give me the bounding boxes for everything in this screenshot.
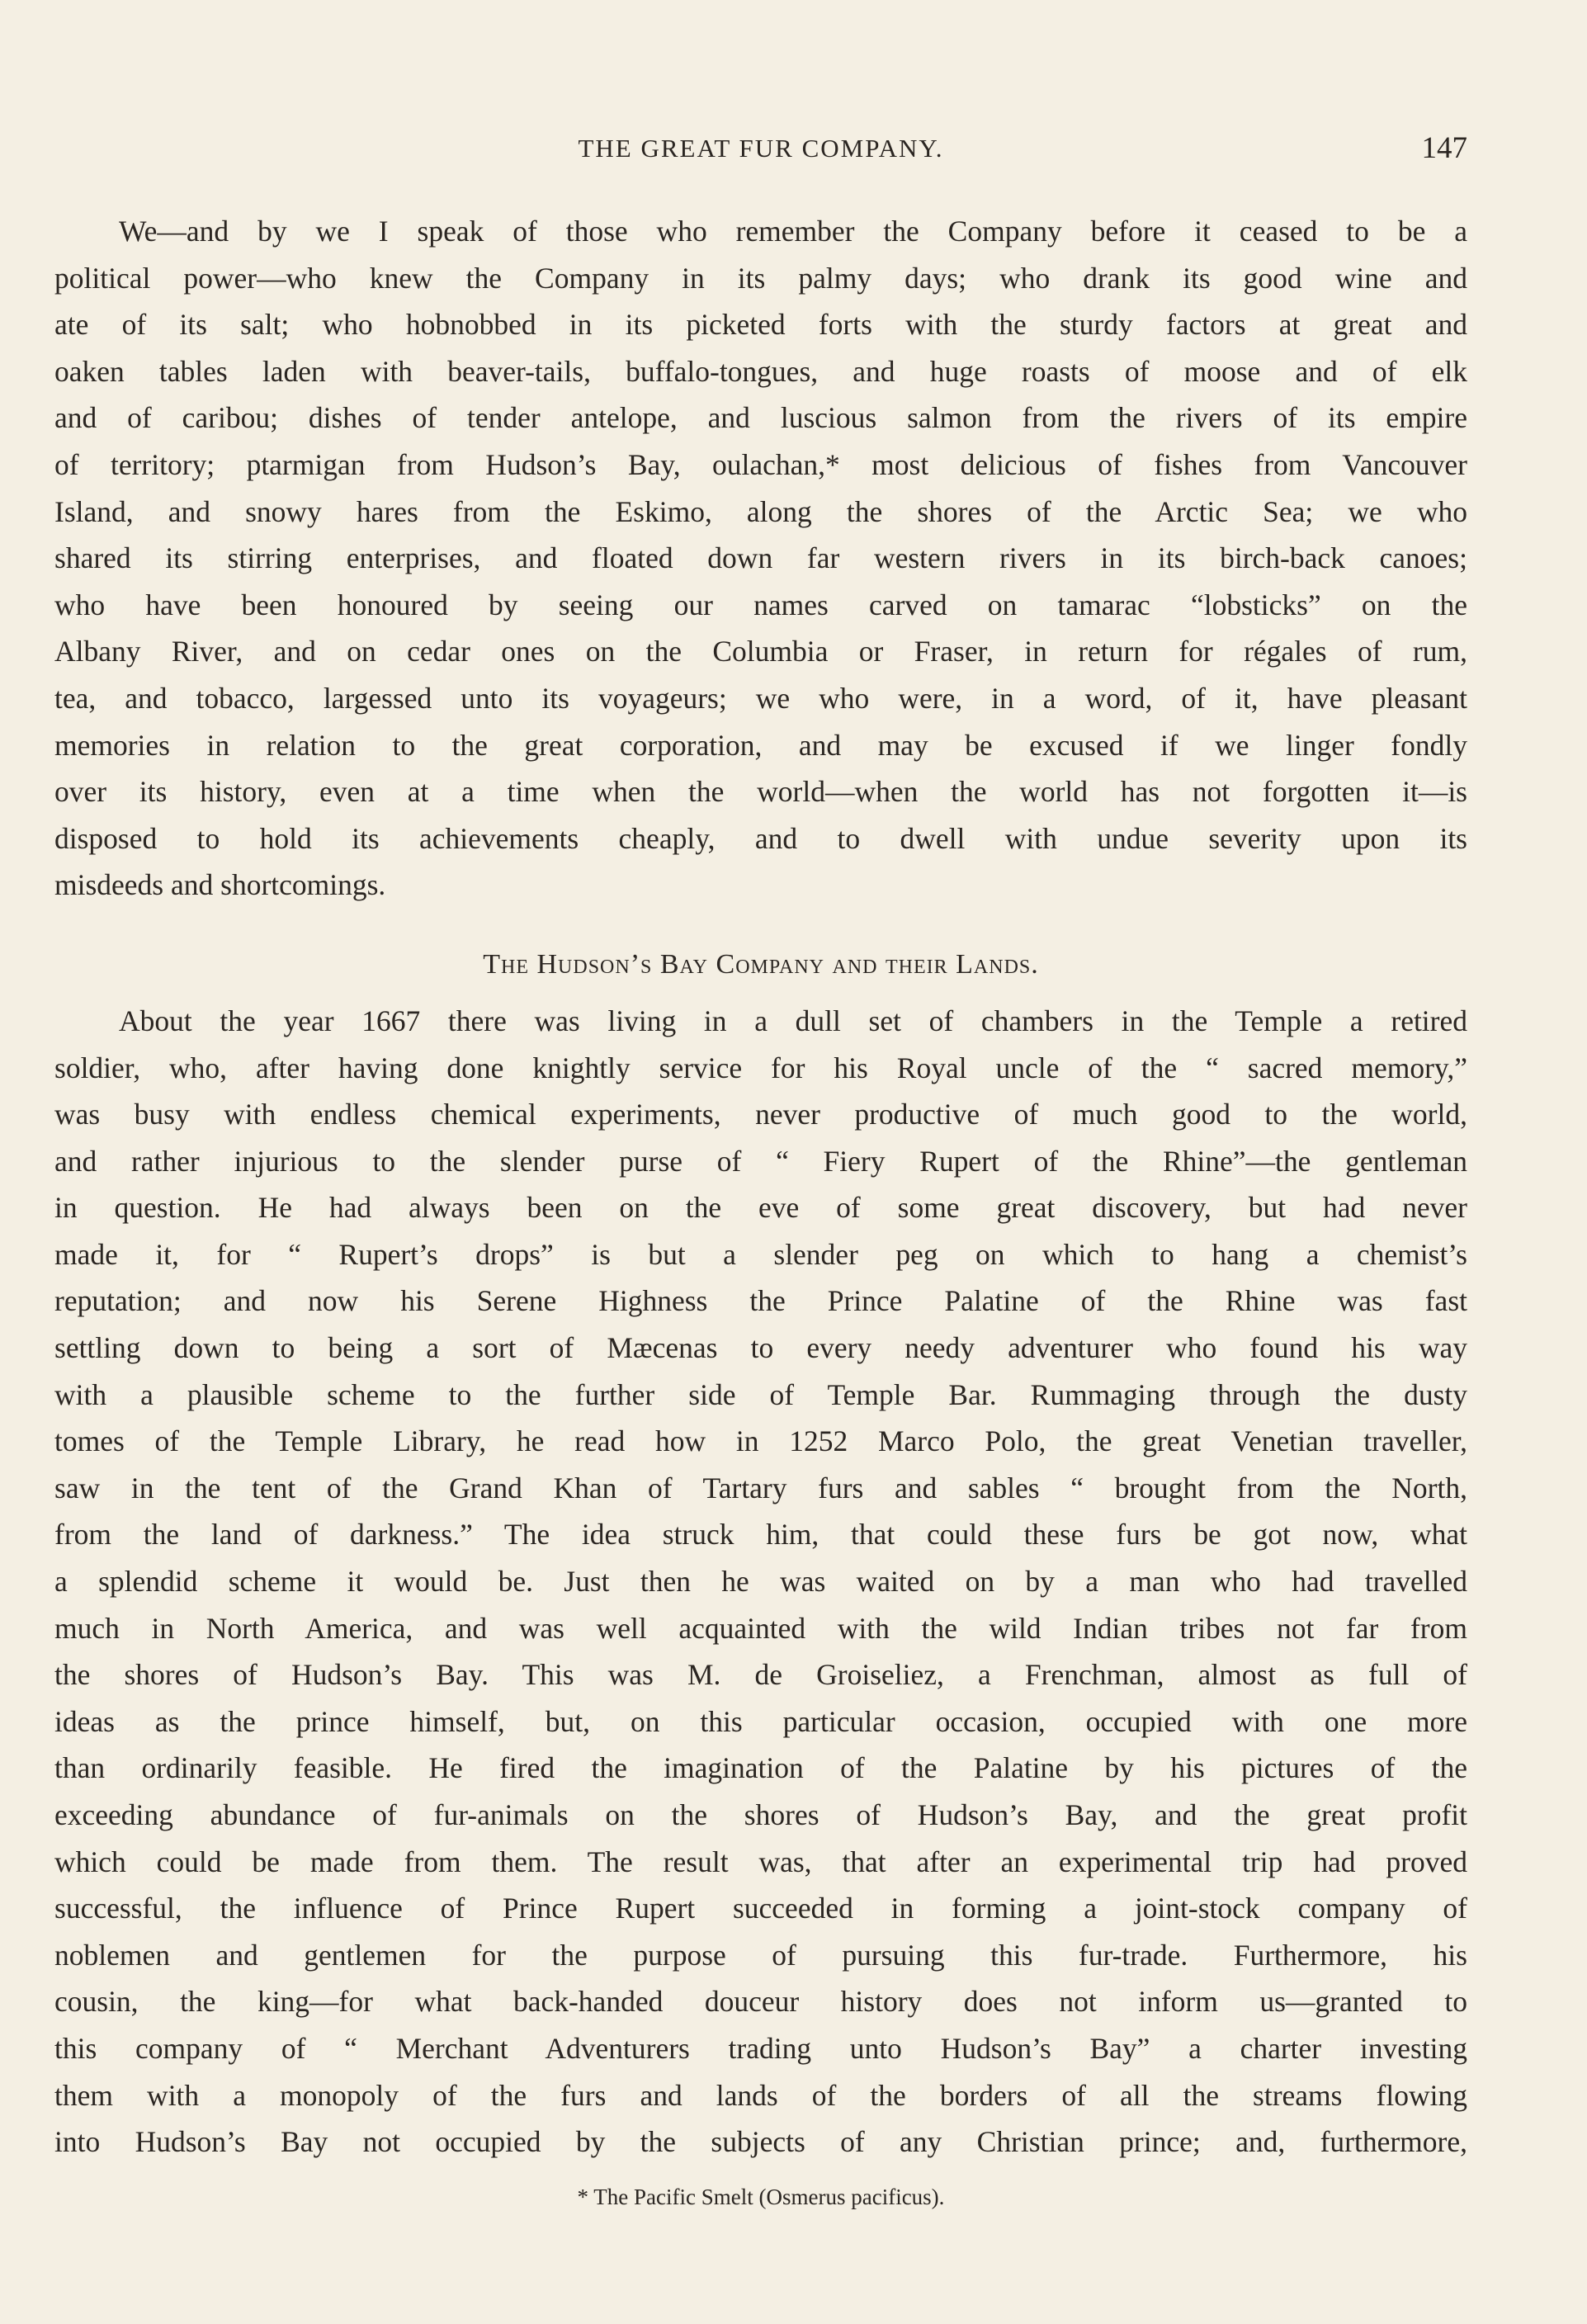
text-line: tomes of the Temple Library, he read how in 1252 Marco Polo, the great Venetian traveller, — [54, 1424, 1467, 1458]
text-line: into Hudson’s Bay not occupied by the subjects of any Christian prince; and, furthermore, — [54, 2125, 1467, 2159]
text-line: than ordinarily feasible. He fired the imagination of the Palatine by his pictures of the — [54, 1751, 1467, 1785]
text-line: political power—who knew the Company in its palmy days; who drank its good wine and — [54, 261, 1467, 295]
paragraph-2 — [54, 998, 1467, 2166]
text-line: Island, and snowy hares from the Eskimo, along the shores of the Arctic Sea; we who — [54, 494, 1467, 528]
text-line: misdeeds and shortcomings. — [54, 868, 386, 902]
text-line: and rather injurious to the slender purse of “ Fiery Rupert of the Rhine”—the gentleman — [54, 1144, 1467, 1178]
text-line: saw in the tent of the Grand Khan of Tartary furs and sables “ brought from the North, — [54, 1471, 1467, 1504]
running-head — [54, 124, 1467, 173]
text-line: a splendid scheme it would be. Just then he was waited on by a man who had travelled — [54, 1565, 1467, 1599]
text-line: much in North America, and was well acquainted with the wild Indian tribes not far from — [54, 1611, 1467, 1645]
text-line: memories in relation to the great corporation, and may be excused if we linger fondly — [54, 728, 1467, 762]
text-line: with a plausible scheme to the further side of Temple Bar. Rummaging through the dusty — [54, 1377, 1467, 1411]
text-line: of territory; ptarmigan from Hudson’s Bay, oulachan,* most delicious of fishes from Vancouver — [54, 447, 1467, 481]
text-line: ideas as the prince himself, but, on this particular occasion, occupied with one more — [54, 1704, 1467, 1738]
running-title: THE GREAT FUR COMPANY. — [578, 134, 944, 163]
text-line: cousin, the king—for what back-handed douceur history does not inform us—granted to — [54, 1985, 1467, 2019]
text-line: who have been honoured by seeing our names carved on tamarac “lobsticks” on the — [54, 588, 1467, 621]
text-line: About the year 1667 there was living in a dull set of chambers in the Temple a retired — [119, 1004, 1467, 1037]
section-heading: The Hudson’s Bay Company and their Lands. — [483, 948, 1039, 980]
text-line: soldier, who, after having done knightly service for his Royal uncle of the “ sacred memory,” — [54, 1051, 1467, 1084]
body-text — [54, 208, 1467, 2166]
text-line: over its history, even at a time when the world—when the world has not forgotten it—is — [54, 775, 1467, 809]
text-line: reputation; and now his Serene Highness the Prince Palatine of the Rhine was fast — [54, 1284, 1467, 1318]
text-line: in question. He had always been on the eve of some great discovery, but had never — [54, 1191, 1467, 1225]
text-line: ate of its salt; who hobnobbed in its picketed forts with the sturdy factors at great and — [54, 308, 1467, 342]
text-line: and of caribou; dishes of tender antelope, and luscious salmon from the rivers of its empire — [54, 401, 1467, 435]
text-line: this company of “ Merchant Adventurers trading unto Hudson’s Bay” a charter investing — [54, 2031, 1467, 2065]
text-line: tea, and tobacco, largessed unto its voyageurs; we who were, in a word, of it, have pleasant — [54, 681, 1467, 715]
text-line: them with a monopoly of the furs and lands of the borders of all the streams flowing — [54, 2078, 1467, 2112]
text-line: Albany River, and on cedar ones on the Columbia or Fraser, in return for régales of rum, — [54, 635, 1467, 668]
text-line: which could be made from them. The result was, that after an experimental trip had proved — [54, 1845, 1467, 1878]
page-number: 147 — [1421, 131, 1467, 165]
text-line: was busy with endless chemical experiments, never productive of much good to the world, — [54, 1098, 1467, 1131]
paragraph-1 — [54, 208, 1467, 909]
text-line: noblemen and gentlemen for the purpose of pursuing this fur-trade. Furthermore, his — [54, 1938, 1467, 1972]
text-line: from the land of darkness.” The idea struck him, that could these furs be got now, what — [54, 1518, 1467, 1552]
text-line: disposed to hold its achievements cheaply, and to dwell with undue severity upon its — [54, 821, 1467, 855]
text-line: oaken tables laden with beaver-tails, buffalo-tongues, and huge roasts of moose and of elk — [54, 354, 1467, 388]
text-line: made it, for “ Rupert’s drops” is but a slender peg on which to hang a chemist’s — [54, 1237, 1467, 1271]
text-line: shared its stirring enterprises, and floated down far western rivers in its birch-back canoes; — [54, 541, 1467, 575]
text-line: exceeding abundance of fur-animals on the shores of Hudson’s Bay, and the great profit — [54, 1798, 1467, 1831]
text-line: successful, the influence of Prince Rupert succeeded in forming a joint-stock company of — [54, 1892, 1467, 1925]
footnote: * The Pacific Smelt (Osmerus pacificus). — [577, 2185, 945, 2209]
text-line: We—and by we I speak of those who remember the Company before it ceased to be a — [119, 215, 1467, 248]
text-line: the shores of Hudson’s Bay. This was M. de Groiseliez, a Frenchman, almost as full of — [54, 1658, 1467, 1692]
text-line: settling down to being a sort of Mæcenas to every needy adventurer who found his way — [54, 1331, 1467, 1365]
